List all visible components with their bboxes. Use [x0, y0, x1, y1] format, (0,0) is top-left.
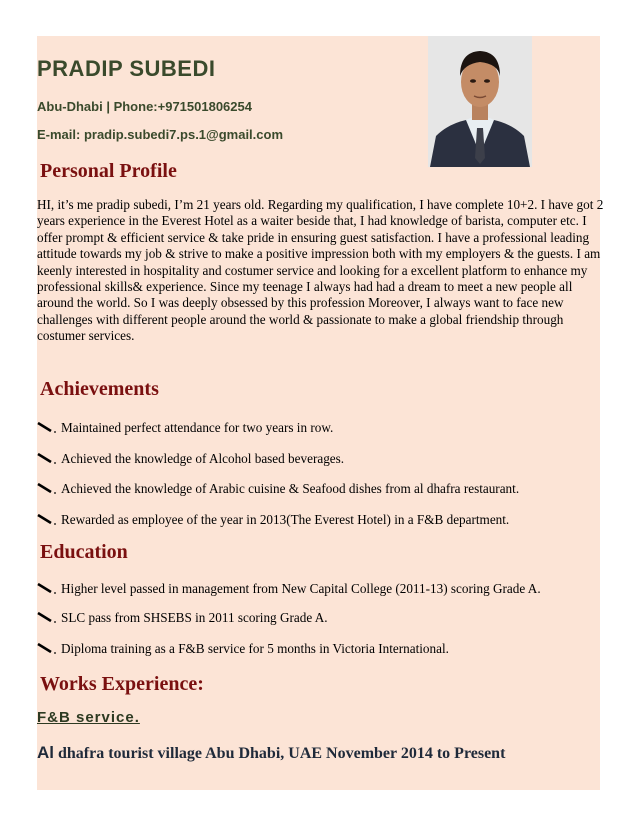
works-experience-heading: Works Experience:: [40, 673, 204, 695]
achievement-item: [37, 420, 333, 436]
profile-photo: [428, 36, 532, 167]
achievement-item: [37, 451, 344, 467]
achievements-heading: Achievements: [40, 378, 159, 400]
job-role: F&B service.: [37, 709, 140, 726]
workplace-detail: dhafra tourist village Abu Dhabi, UAE November 2014 to Present: [54, 745, 506, 762]
workplace-prefix: Al: [37, 743, 54, 762]
check-bullet-icon: [37, 643, 57, 655]
candidate-name: PRADIP SUBEDI: [37, 56, 216, 81]
education-item: [37, 581, 541, 597]
achievement-item: [37, 512, 509, 528]
portrait-image: [428, 36, 532, 167]
address-phone: Abu-Dhabi | Phone:+971501806254: [37, 99, 252, 114]
education-heading: Education: [40, 541, 128, 563]
achievement-text: Achieved the knowledge of Alcohol based beverages.: [61, 451, 345, 466]
check-bullet-icon: [37, 583, 57, 595]
email-line: E-mail: pradip.subedi7.ps.1@gmail.com: [37, 127, 284, 142]
achievement-item: [37, 481, 519, 497]
check-bullet-icon: [37, 483, 57, 495]
personal-profile-heading: Personal Profile: [40, 160, 177, 182]
education-text: Diploma training as a F&B service for 5 months in Victoria International.: [61, 641, 449, 656]
check-bullet-icon: [37, 422, 57, 434]
check-bullet-icon: [37, 612, 57, 624]
personal-profile-text: HI, it’s me pradip subedi, I’m 21 years old. Regarding my qualification, I have complete 10+2. I have got 2 years experience in the Everest Hotel as a waiter beside that, I had knowledge of barista, computer etc. I offer prompt & efficient service & take pride in ensuring guest satisfaction. I have a professional leading attitude towards my job & strive to make a positive impression both with my employers & the guests. I am keenly interested in hospitality and costumer service and looking for a excellent platform to enhance my professional skills& experience. Since my teenage I always had had a dream to meet a new people all around the world. So I was deeply obsessed by this profession Moreover, I always want to face new challenges with different people around the world & passionate to make a global friendship through costumer services.: [37, 197, 604, 344]
achievement-text: Achieved the knowledge of Arabic cuisine & Seafood dishes from al dhafra restaurant.: [61, 481, 520, 496]
education-item: [37, 641, 449, 657]
check-bullet-icon: [37, 514, 57, 526]
achievement-text: Rewarded as employee of the year in 2013(The Everest Hotel) in a F&B department.: [61, 512, 510, 527]
achievement-text: Maintained perfect attendance for two years in row.: [61, 420, 334, 435]
workplace-line: [37, 743, 505, 763]
education-item: [37, 610, 328, 626]
education-text: Higher level passed in management from New Capital College (2011-13) scoring Grade A.: [61, 581, 541, 596]
check-bullet-icon: [37, 453, 57, 465]
education-text: SLC pass from SHSEBS in 2011 scoring Grade A.: [61, 610, 328, 625]
